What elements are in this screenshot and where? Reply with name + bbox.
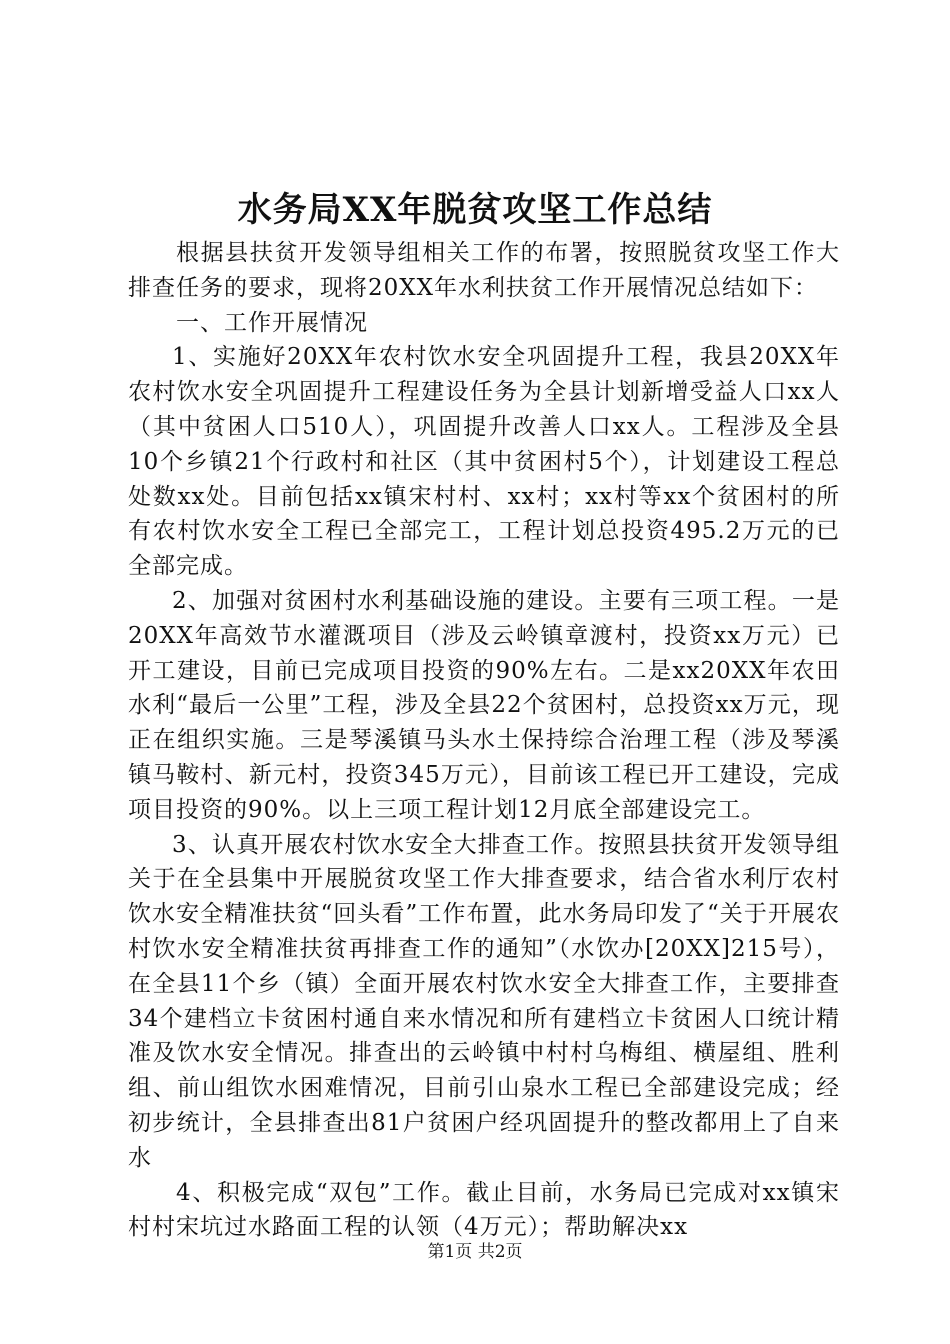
item-1-paragraph: 1、实施好20XX年农村饮水安全巩固提升工程，我县20XX年农村饮水安全巩固提升工程建设任务为全县计划新增受益人口xx人（其中贫困人口510人），巩固提升改善人口xx人。工程涉及全县10个乡镇21个行政村和社区（其中贫困村5个），计划建设工程总处数xx处。目前包括xx镇宋村村、xx村；xx村等xx个贫困村的所有农村饮水安全工程已全部完工，工程计划总投资495.2万元的已全部完成。: [128, 344, 840, 580]
page-footer: 第1页 共2页: [427, 1242, 523, 1262]
item-3-paragraph: 3、认真开展农村饮水安全大排查工作。按照县扶贫开发领导组关于在全县集中开展脱贫攻坚工作大排查要求，结合省水利厅农村饮水安全精准扶贫“回头看”工作布置，此水务局印发了“关于开展农村饮水安全精准扶贫再排查工作的通知”（水饮办[20XX]215号），在全县11个乡（镇）全面开展农村饮水安全大排查工作，主要排查34个建档立卡贫困村通自来水情况和所有建档立卡贫困人口统计精准及饮水安全情况。排查出的云岭镇中村村乌梅组、横屋组、胜利组、前山组饮水困难情况，目前引山泉水工程已全部建设完成；经初步统计，全县排查出81户贫困户经巩固提升的整改都用上了自来水: [128, 831, 840, 1171]
item-4-paragraph: 4、积极完成“双包”工作。截止目前，水务局已完成对xx镇宋村村宋坑过水路面工程的认领（4万元）；帮助解决xx: [128, 1179, 840, 1241]
section-heading: 一、工作开展情况: [176, 309, 368, 336]
item-2-paragraph: 2、加强对贫困村水利基础设施的建设。主要有三项工程。一是20XX年高效节水灌溉项目（涉及云岭镇章渡村，投资xx万元）已开工建设，目前已完成项目投资的90%左右。二是xx20XX年农田水利“最后一公里”工程，涉及全县22个贫困村，总投资xx万元，现正在组织实施。三是琴溪镇马头水土保持综合治理工程（涉及琴溪镇马鞍村、新元村，投资345万元），目前该工程已开工建设，完成项目投资的90%。以上三项工程计划12月底全部建设完工。: [128, 587, 840, 823]
intro-paragraph: 根据县扶贫开发领导组相关工作的布署，按照脱贫攻坚工作大排查任务的要求，现将20XX年水利扶贫工作开展情况总结如下：: [128, 240, 840, 301]
document-title: 水务局XX年脱贫攻坚工作总结: [237, 190, 713, 230]
document-body: [128, 236, 840, 1245]
